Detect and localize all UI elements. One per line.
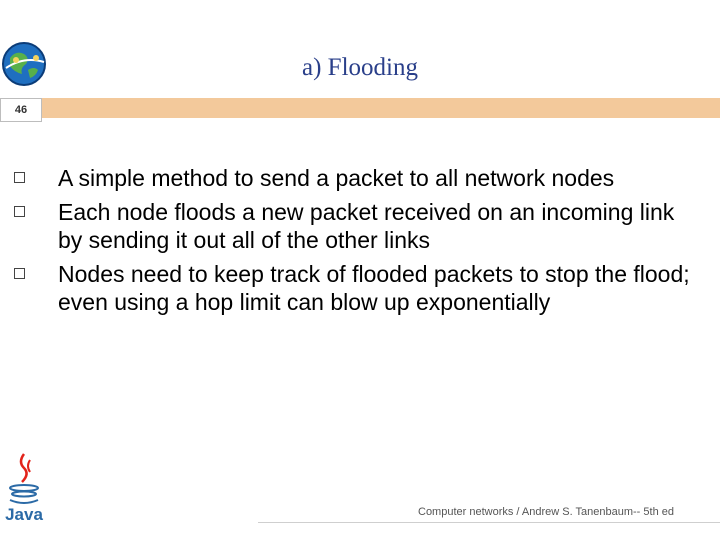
bullet-text: A simple method to send a packet to all network nodes (58, 165, 615, 191)
footer-citation: Computer networks / Andrew S. Tanenbaum-- 5th ed (418, 506, 674, 518)
bullet-text: Each node floods a new packet received on an incoming link by sending it out all of the other links (58, 199, 675, 253)
bullet-item (12, 198, 702, 254)
header-bar (42, 98, 720, 118)
footer-divider (258, 522, 720, 523)
slide-title: a) Flooding (302, 54, 418, 81)
bullet-list (12, 164, 702, 322)
square-bullet-icon (14, 268, 25, 279)
java-logo-icon (2, 450, 46, 526)
bullet-item (12, 164, 702, 192)
slide-number: 46 (0, 98, 42, 122)
bullet-text: Nodes need to keep track of flooded packets to stop the flood; even using a hop limit can blow up exponentially (58, 261, 690, 315)
bullet-item (12, 260, 702, 316)
square-bullet-icon (14, 206, 25, 217)
java-logo-text: Java (5, 505, 43, 524)
square-bullet-icon (14, 172, 25, 183)
